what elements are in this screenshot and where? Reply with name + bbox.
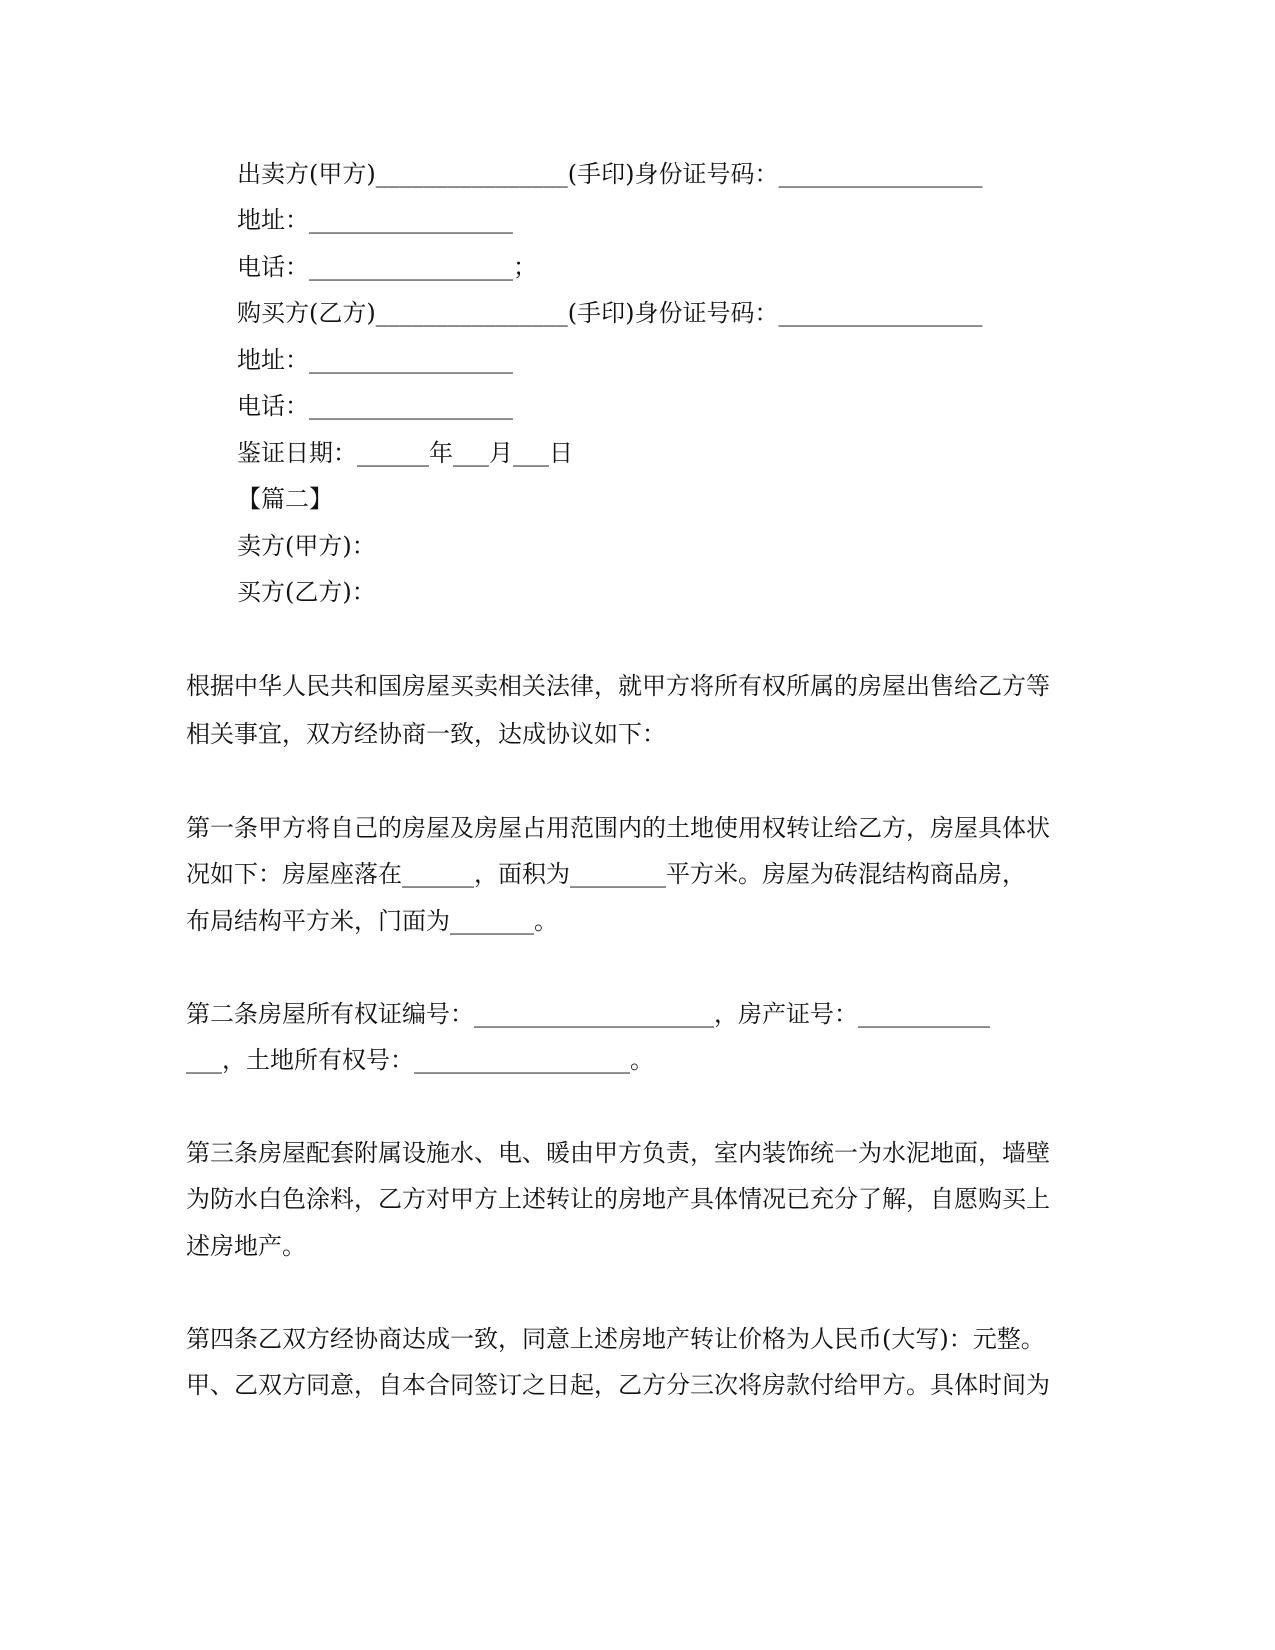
article1-line-1: 第一条甲方将自己的房屋及房屋占用范围内的土地使用权转让给乙方，房屋具体状 [186, 814, 1050, 842]
article1-line-2: 况如下：房屋座落在______，面积为________平方米。房屋为砖混结构商品房， [186, 860, 1026, 888]
article3-line-1: 第三条房屋配套附属设施水、电、暖由甲方负责，室内装饰统一为水泥地面，墙壁 [186, 1139, 1050, 1167]
article3-line-2: 为防水白色涂料，乙方对甲方上述转让的房地产具体情况已充分了解，自愿购买上 [186, 1185, 1050, 1213]
section-title: 【篇二】 [237, 485, 333, 513]
seller-phone-field: 电话：_________________； [237, 253, 537, 281]
buyer-phone-field: 电话：_________________ [237, 392, 513, 420]
article2-line-1: 第二条房屋所有权证编号：____________________，房产证号：___________ [186, 1000, 990, 1028]
seller-field: 出卖方(甲方)________________(手印)身份证号码：_________________ [237, 160, 983, 188]
article4-line-2: 甲、乙双方同意，自本合同签订之日起，乙方分三次将房款付给甲方。具体时间为 [186, 1371, 1050, 1399]
article4-line-1: 第四条乙双方经协商达成一致，同意上述房地产转让价格为人民币(大写)：元整。 [186, 1325, 1045, 1353]
seller-address-field: 地址：_________________ [237, 206, 513, 234]
buyer-label: 买方(乙方)： [237, 578, 376, 606]
intro-line-2: 相关事宜，双方经协商一致，达成协议如下： [186, 720, 666, 748]
article1-line-3: 布局结构平方米，门面为_______。 [186, 907, 558, 935]
buyer-address-field: 地址：_________________ [237, 346, 513, 374]
article2-line-2: ___，土地所有权号：__________________。 [186, 1046, 654, 1074]
intro-line-1: 根据中华人民共和国房屋买卖相关法律，就甲方将所有权所属的房屋出售给乙方等 [186, 672, 1050, 700]
seller-label: 卖方(甲方)： [237, 532, 376, 560]
verify-date-field: 鉴证日期：______年___月___日 [237, 439, 573, 467]
buyer-field: 购买方(乙方)________________(手印)身份证号码：_________________ [237, 299, 983, 327]
article3-line-3: 述房地产。 [186, 1232, 306, 1260]
